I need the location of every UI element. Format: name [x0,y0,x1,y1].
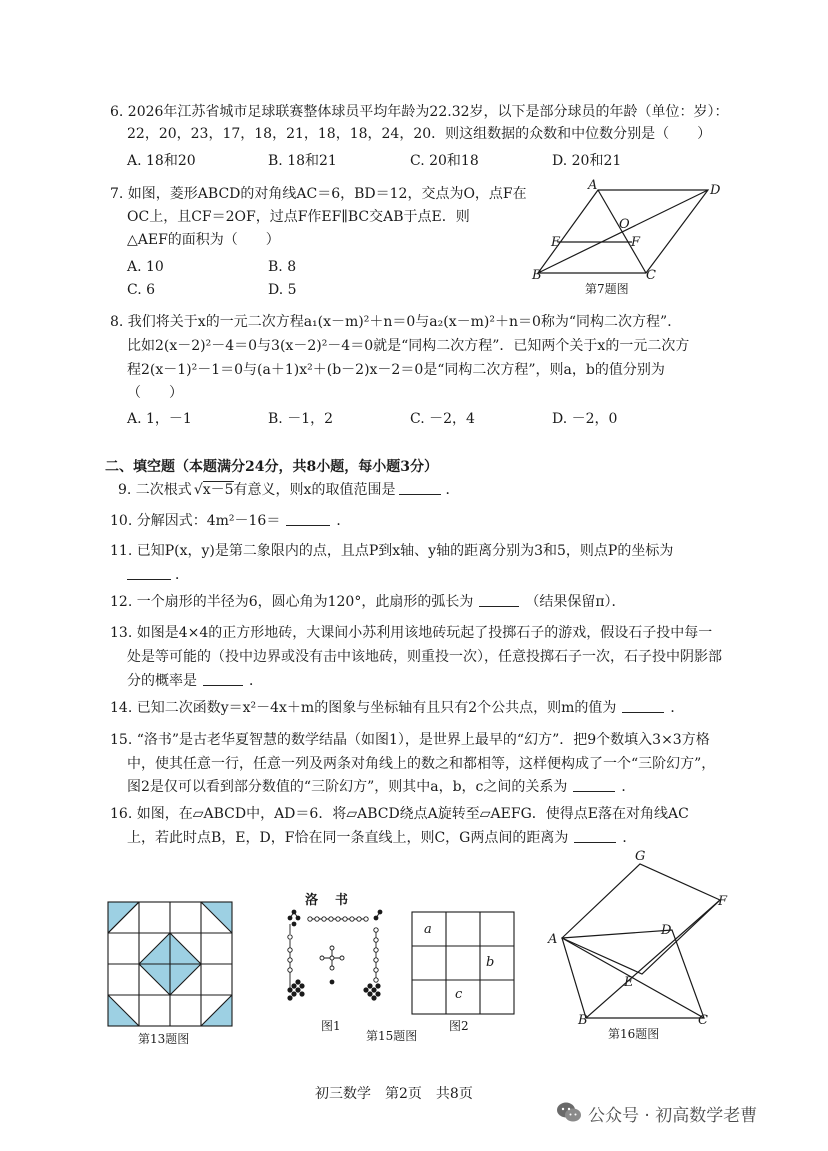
q7-line1: 7. 如图，菱形ABCD的对角线AC＝6，BD＝12，交点为O，点F在 [110,186,527,202]
q9-radicand: x－5 [202,482,234,498]
q10-end: ． [336,513,351,529]
wechat-icon [556,1101,582,1123]
q16-line2 [127,829,636,847]
magic-cell-a: a [424,922,432,937]
q11-line2 [127,566,189,584]
q15-fig1-caption: 图1 [321,1019,341,1033]
page-footer: 初三数学 第2页 共8页 [315,1086,473,1102]
q16-label-c: C [698,1013,708,1028]
watermark-text: 公众号 · 初高数学老曹 [588,1106,758,1126]
q10-answer-blank[interactable] [286,513,330,526]
q6-option-d: D. 20和21 [552,153,622,169]
q12-line [110,593,626,611]
q16-label-a: A [548,932,558,947]
q12-answer-blank[interactable] [479,594,519,607]
q15-fig2-caption: 图2 [449,1019,469,1033]
q16-label-e: E [624,975,634,990]
q7-option-d: D. 5 [268,282,297,298]
q9-answer-blank[interactable] [399,482,441,495]
q11-line1: 11. 已知P(x，y)是第二象限内的点，且点P到x轴、y轴的距离分别为3和5，则点P的坐标为 [110,543,674,559]
q14-end: ． [670,700,685,716]
q14-answer-blank[interactable] [622,700,664,713]
q15-end: ． [621,779,636,795]
radical-sign-icon: √ [193,482,203,498]
q9-end: ． [445,482,460,498]
q9-radical [194,482,234,498]
q11-answer-blank[interactable] [127,567,171,580]
q16-label-b: B [578,1013,588,1028]
q6-option-c: C. 20和18 [410,153,479,169]
q13-line2: 处是等可能的（投中边界或没有击中该地砖，则重投一次），任意投掷石子一次，石子投中阴影部 [127,649,722,665]
q14-line [110,699,684,717]
q16-line2-text: 上，若此时点B，E，D，F恰在同一条直线上，则C，G两点间的距离为 [127,830,569,846]
q8-option-a: A. 1，－1 [127,411,192,427]
q15-line1: 15. “洛书”是古老华夏智慧的数学结晶（如图1），是世界上最早的“幻方”．把9个数填入3×3方格 [110,732,710,748]
q8-option-c: C. －2，4 [410,411,475,427]
magic-cell-b: b [486,955,495,970]
q13-end: ． [249,673,263,689]
q8-line1: 8. 我们将关于x的一元二次方程a₁(x－m)²＋n＝0与a₂(x－m)²＋n＝0称为“同构二次方程”． [110,314,682,330]
q16-label-d: D [661,923,672,938]
q15-caption: 第15题图 [366,1029,418,1043]
q16-end: ． [622,830,637,846]
q16-caption: 第16题图 [608,1027,660,1041]
q6-option-b: B. 18和21 [268,153,337,169]
q10-line [110,512,350,530]
q7-label-e: E [551,235,561,250]
q15-line3 [127,778,635,796]
q15-line3-text: 图2是仅可以看到部分数值的“三阶幻方”，则其中a，b，c之间的关系为 [127,779,568,795]
q8-line4: （ ） [127,385,183,401]
q12-prefix: 12. 一个扇形的半径为6，圆心角为120°，此扇形的弧长为 [110,594,474,610]
q7-option-b: B. 8 [268,259,297,275]
q15-luoshu-figure [280,904,390,1014]
q11-end: ． [175,567,189,583]
q7-option-a: A. 10 [127,259,164,275]
q16-label-f: F [718,894,728,909]
q7-rhombus-figure [528,178,728,283]
q15-magic-square [412,912,514,1014]
q9-line [118,481,459,499]
q16-parallelogram-figure [548,849,738,1028]
q7-caption: 第7题图 [585,282,629,296]
q16-line1: 16. 如图，在▱ABCD中，AD＝6．将▱ABCD绕点A旋转至▱AEFG．使得点E落在对角线AC [110,806,689,822]
q13-tile-figure [108,902,232,1026]
q15-line2: 中，使其任意一行，任意一列及两条对角线上的数之和都相等，这样便构成了一个“三阶幻方”， [127,756,716,772]
q7-label-b: B [532,268,542,283]
q14-prefix: 14. 已知二次函数y＝x²－4x＋m的图象与坐标轴有且只有2个公共点，则m的值为 [110,700,617,716]
section-2-title: 二、填空题（本题满分24分，共8小题，每小题3分） [105,459,438,475]
q7-label-f: F [631,235,641,250]
q13-line3 [127,672,263,690]
q10-prefix: 10. 分解因式：4m²－16＝ [110,513,281,529]
q8-line3: 程2(x－1)²－1＝0与(a＋1)x²＋(b－2)x－2＝0是“同构二次方程”，则a，b的值分别为 [127,362,665,378]
q7-label-c: C [646,268,656,283]
q8-option-d: D. －2，0 [552,411,618,427]
q13-answer-blank[interactable] [203,673,243,686]
q9-prefix: 9. 二次根式 [118,482,192,498]
q6-line2: 22，20，23，17，18，21，18，18，24，20．则这组数据的众数和中位数分别是（ ） [127,126,712,142]
q7-label-o: O [619,217,630,232]
q8-option-b: B. －1，2 [268,411,334,427]
q15-answer-blank[interactable] [573,779,615,792]
q13-caption: 第13题图 [138,1032,190,1046]
q8-line2: 比如2(x－2)²－4＝0与3(x－2)²－4＝0就是“同构二次方程”．已知两个关于x的一元二次方 [127,338,690,354]
q13-line3-text: 分的概率是 [127,673,197,689]
q6-option-a: A. 18和20 [127,153,196,169]
luoshu-title: 洛 书 [305,893,351,908]
q13-line1: 13. 如图是4×4的正方形地砖，大课间小苏利用该地砖玩起了投掷石子的游戏，假设石子投中每一 [110,625,713,641]
q16-answer-blank[interactable] [574,830,616,843]
q7-label-a: A [588,178,598,193]
q7-line2: OC上，且CF＝2OF，过点F作EF∥BC交AB于点E．则 [127,209,470,225]
q7-label-d: D [710,183,721,198]
magic-cell-c: c [455,987,463,1002]
q6-line1: 6. 2026年江苏省城市足球联赛整体球员平均年龄为22.32岁，以下是部分球员的年龄（单位：岁）： [110,104,729,120]
q7-option-c: C. 6 [127,282,156,298]
q16-label-g: G [635,849,646,864]
q9-suffix: 有意义，则x的取值范围是 [233,482,396,498]
q7-line3: △AEF的面积为（ ） [127,232,280,248]
q12-suffix: （结果保留π）． [525,594,626,610]
